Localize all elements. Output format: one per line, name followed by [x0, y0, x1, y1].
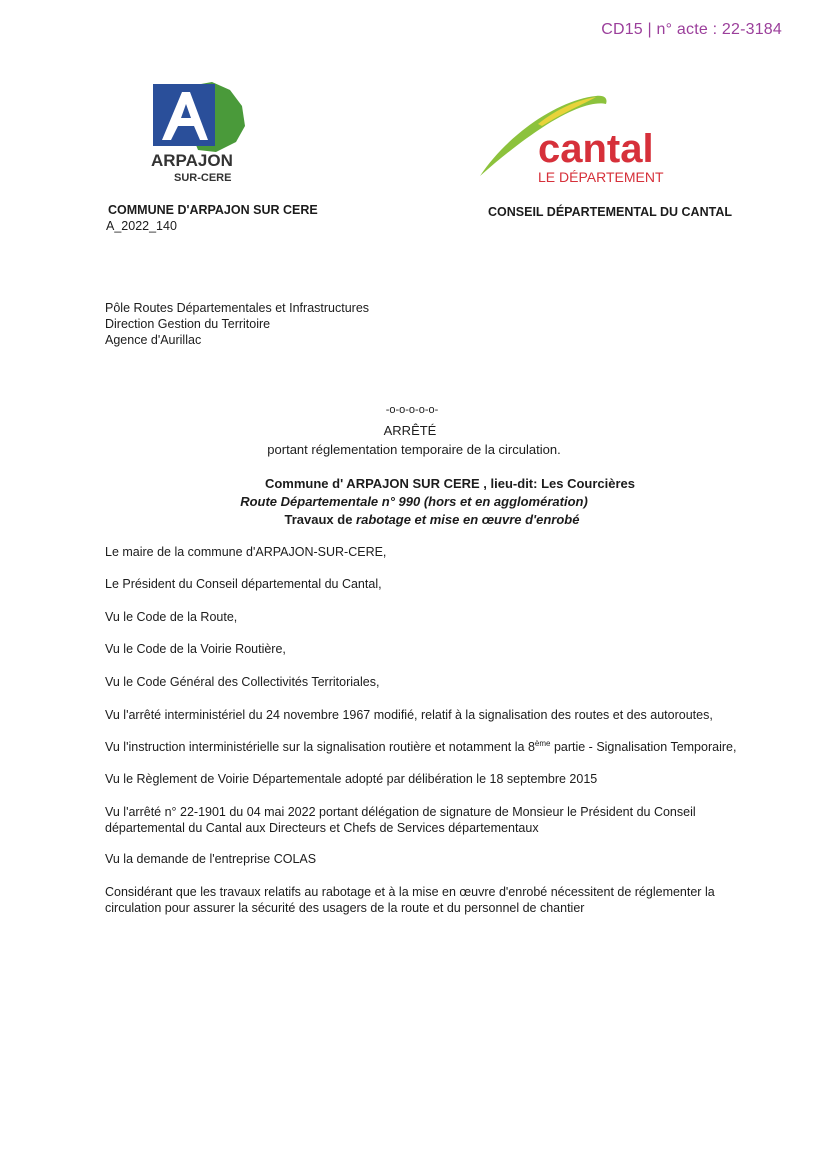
road-line: Route Départementale n° 990 (hors et en agglomération) — [240, 494, 588, 509]
body-code-voirie: Vu le Code de la Voirie Routière, — [105, 642, 286, 656]
arrete-title: ARRÊTÉ — [383, 423, 437, 438]
instruction-sup: ème — [534, 738, 551, 748]
body-president: Le Président du Conseil départemental du Cantal, — [105, 577, 382, 591]
commune-title: COMMUNE D'ARPAJON SUR CERE — [108, 203, 318, 217]
service-line: Pôle Routes Départementales et Infrastructures — [105, 301, 370, 315]
arpajon-name: ARPAJON — [151, 151, 233, 170]
body-demande: Vu la demande de l'entreprise COLAS — [105, 852, 317, 866]
arpajon-logo — [150, 80, 250, 186]
body-maire: Le maire de la commune d'ARPAJON-SUR-CERE, — [105, 545, 387, 559]
service-block — [105, 300, 369, 348]
commune-reference: A_2022_140 — [106, 219, 177, 233]
body-cgct: Vu le Code Général des Collectivités Territoriales, — [105, 675, 380, 689]
body-considerant-line1: Considérant que les travaux relatifs au rabotage et à la mise en œuvre d'enrobé nécessitent de réglementer la — [105, 885, 715, 899]
works-prefix: Travaux de — [284, 512, 357, 527]
instruction-prefix: Vu l'instruction interministérielle sur la signalisation routière et notamment la 8 — [105, 740, 535, 754]
cantal-logo — [478, 94, 678, 186]
instruction-suffix: partie - Signalisation Temporaire, — [550, 740, 737, 754]
conseil-title: CONSEIL DÉPARTEMENTAL DU CANTAL — [488, 205, 732, 219]
service-line: Agence d'Aurillac — [105, 333, 202, 347]
body-reglement: Vu le Règlement de Voirie Départementale adopté par délibération le 18 septembre 2015 — [105, 772, 598, 786]
cantal-sub: LE DÉPARTEMENT — [538, 169, 664, 185]
arrete-subtitle: portant réglementation temporaire de la circulation. — [267, 442, 561, 457]
body-instruction — [105, 739, 736, 755]
body-code-route: Vu le Code de la Route, — [105, 610, 238, 624]
cantal-name: cantal — [538, 127, 654, 171]
arpajon-sub: SUR-CERE — [174, 172, 232, 184]
body-delegation-line2: départemental du Cantal aux Directeurs et Chefs de Services départementaux — [105, 821, 539, 835]
service-line: Direction Gestion du Territoire — [105, 317, 271, 331]
commune-line: Commune d' ARPAJON SUR CERE , lieu-dit: Les Courcières — [264, 476, 636, 491]
cantal-swoosh-yellow — [538, 97, 596, 126]
body-arrete-1967: Vu l'arrêté interministériel du 24 novembre 1967 modifié, relatif à la signalisation des routes et des autoroutes, — [105, 708, 713, 722]
separator: -o-o-o-o-o- — [385, 404, 439, 416]
works-description: rabotage et mise en œuvre d'enrobé — [356, 512, 580, 527]
body-considerant-line2: circulation pour assurer la sécurité des usagers de la route et du personnel de chantier — [105, 901, 585, 915]
body-delegation-line1: Vu l'arrêté n° 22-1901 du 04 mai 2022 portant délégation de signature de Monsieur le Président du Conseil — [105, 805, 696, 819]
acte-reference: CD15 | n° acte : 22-3184 — [601, 21, 782, 38]
works-line — [18, 512, 828, 527]
